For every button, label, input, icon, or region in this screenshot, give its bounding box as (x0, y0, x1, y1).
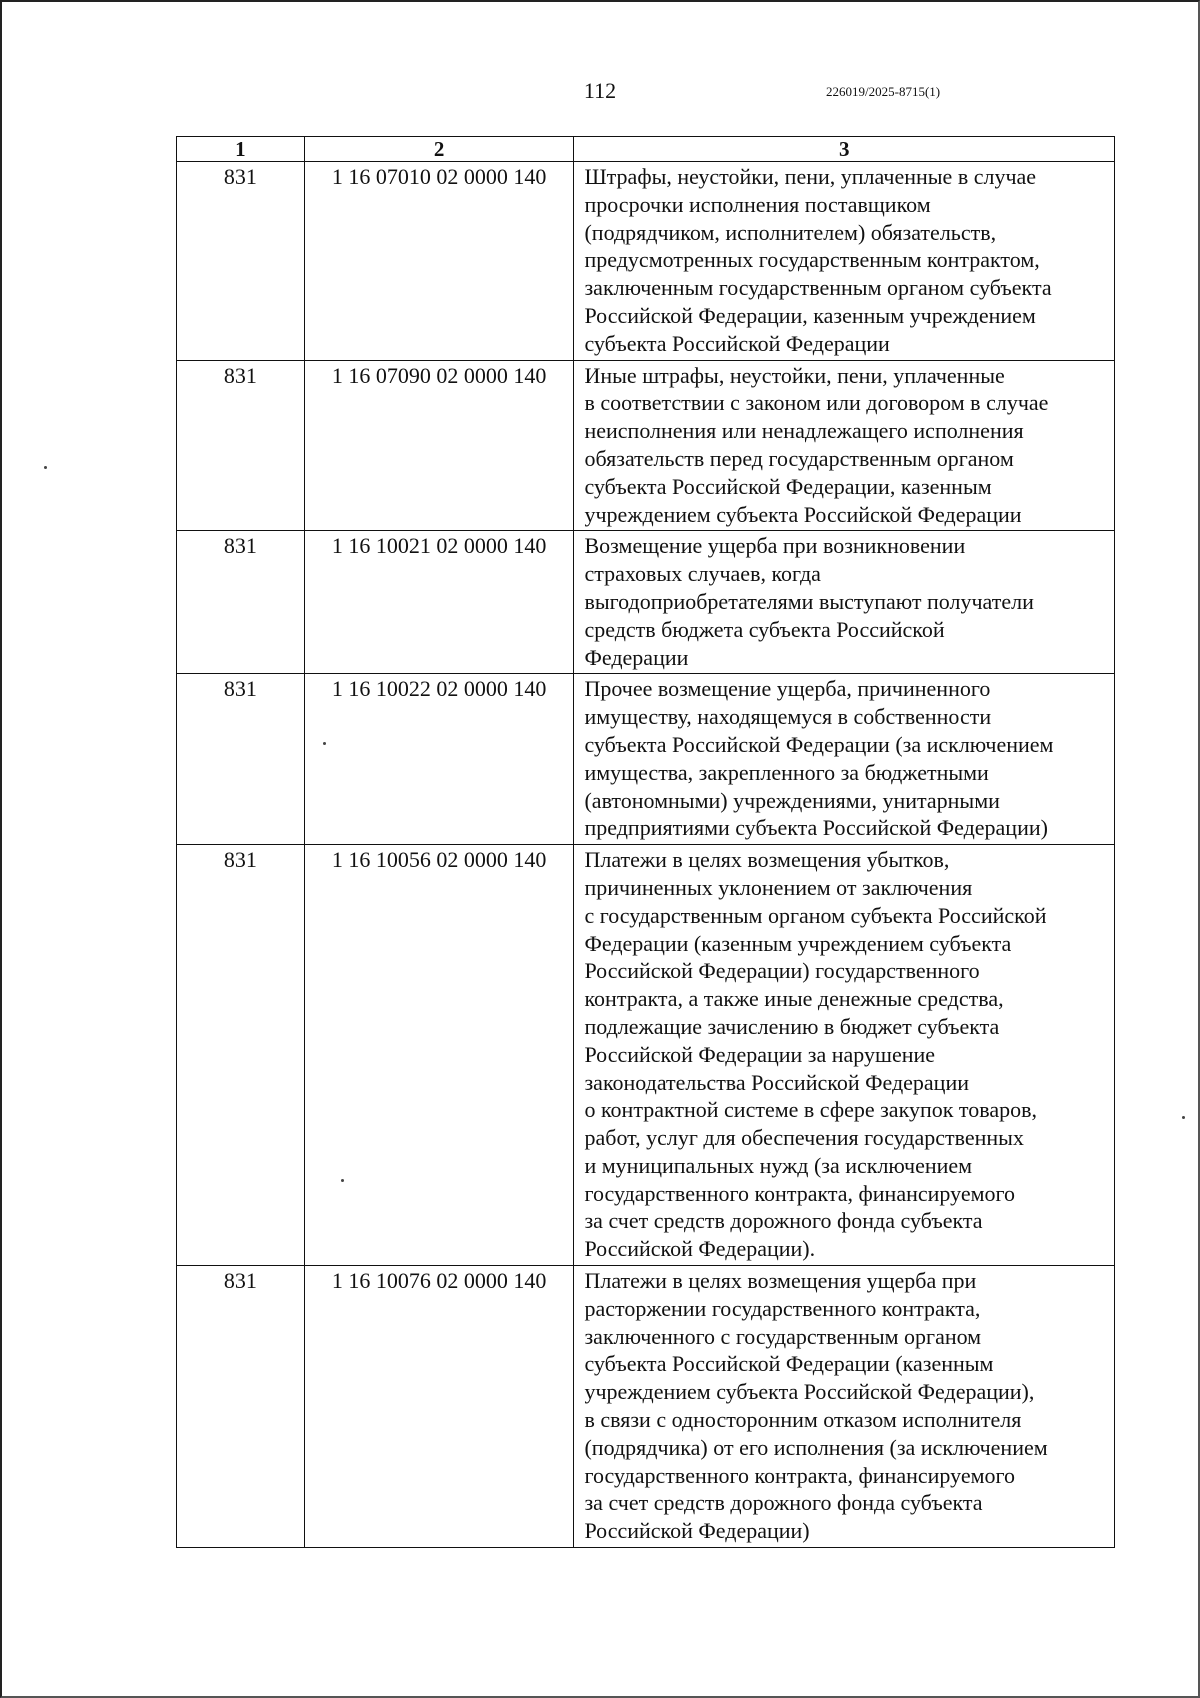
revenue-code-cell: 1 16 07010 02 0000 140 (304, 162, 574, 361)
scan-speck (323, 742, 326, 745)
table-header-row (177, 137, 1115, 162)
description-cell: Платежи в целях возмещения убытков, причиненных уклонением от заключения с государственным органом субъекта Российской Федерации (казенным учреждением субъекта Российской Федерации) государственного контракта, а также иные денежные средства, подлежащие зачислению в бюджет субъекта Российской Федерации за нарушение законодательства Российской Федерации о контрактной системе в сфере закупок товаров, работ, услуг для обеспечения государственных и муниципальных нужд (за исключением государственного контракта, финансируемого за счет средств дорожного фонда субъекта Российской Федерации). (574, 845, 1115, 1266)
admin-code-cell: 831 (177, 531, 305, 674)
admin-code-cell: 831 (177, 845, 305, 1266)
revenue-code-cell: 1 16 10021 02 0000 140 (304, 531, 574, 674)
description-cell: Штрафы, неустойки, пени, уплаченные в случае просрочки исполнения поставщиком (подрядчиком, исполнителем) обязательств, предусмотренных государственным контрактом, заключенным государственным органом субъекта Российской Федерации, казенным учреждением субъекта Российской Федерации (574, 162, 1115, 361)
admin-code-cell: 831 (177, 360, 305, 531)
revenue-code-cell: 1 16 07090 02 0000 140 (304, 360, 574, 531)
description-cell: Прочее возмещение ущерба, причиненного имуществу, находящемуся в собственности субъекта Российской Федерации (за исключением имущества, закрепленного за бюджетными (автономными) учреждениями, унитарными предприятиями субъекта Российской Федерации) (574, 674, 1115, 845)
table-row (177, 1266, 1115, 1548)
scan-speck (44, 466, 47, 469)
admin-code-cell: 831 (177, 1266, 305, 1548)
description-cell: Иные штрафы, неустойки, пени, уплаченные в соответствии с законом или договором в случае неисполнения или ненадлежащего исполнения обязательств перед государственным органом субъекта Российской Федерации, казенным учреждением субъекта Российской Федерации (574, 360, 1115, 531)
table-row (177, 674, 1115, 845)
revenue-code-cell: 1 16 10076 02 0000 140 (304, 1266, 574, 1548)
page-number: 112 (583, 78, 617, 103)
revenue-code-cell: 1 16 10056 02 0000 140 (304, 845, 574, 1266)
document-code: 226019/2025-8715(1) (826, 84, 941, 99)
revenue-code-cell: 1 16 10022 02 0000 140 (304, 674, 574, 845)
admin-code-cell: 831 (177, 674, 305, 845)
table-row (177, 162, 1115, 361)
description-cell: Возмещение ущерба при возникновении страховых случаев, когда выгодоприобретателями выступают получатели средств бюджета субъекта Российской Федерации (574, 531, 1115, 674)
column-header-2: 2 (304, 137, 574, 162)
table-row (177, 531, 1115, 674)
table-row (177, 360, 1115, 531)
scan-speck (341, 1179, 344, 1182)
column-header-3: 3 (574, 137, 1115, 162)
table-row (177, 845, 1115, 1266)
description-cell: Платежи в целях возмещения ущерба при расторжении государственного контракта, заключенного с государственным органом субъекта Российской Федерации (казенным учреждением субъекта Российской Федерации), в связи с односторонним отказом исполнителя (подрядчика) от его исполнения (за исключением государственного контракта, финансируемого за счет средств дорожного фонда субъекта Российской Федерации) (574, 1266, 1115, 1548)
scan-speck (1182, 1116, 1185, 1119)
column-header-1: 1 (177, 137, 305, 162)
budget-codes-table (176, 136, 1115, 1548)
admin-code-cell: 831 (177, 162, 305, 361)
